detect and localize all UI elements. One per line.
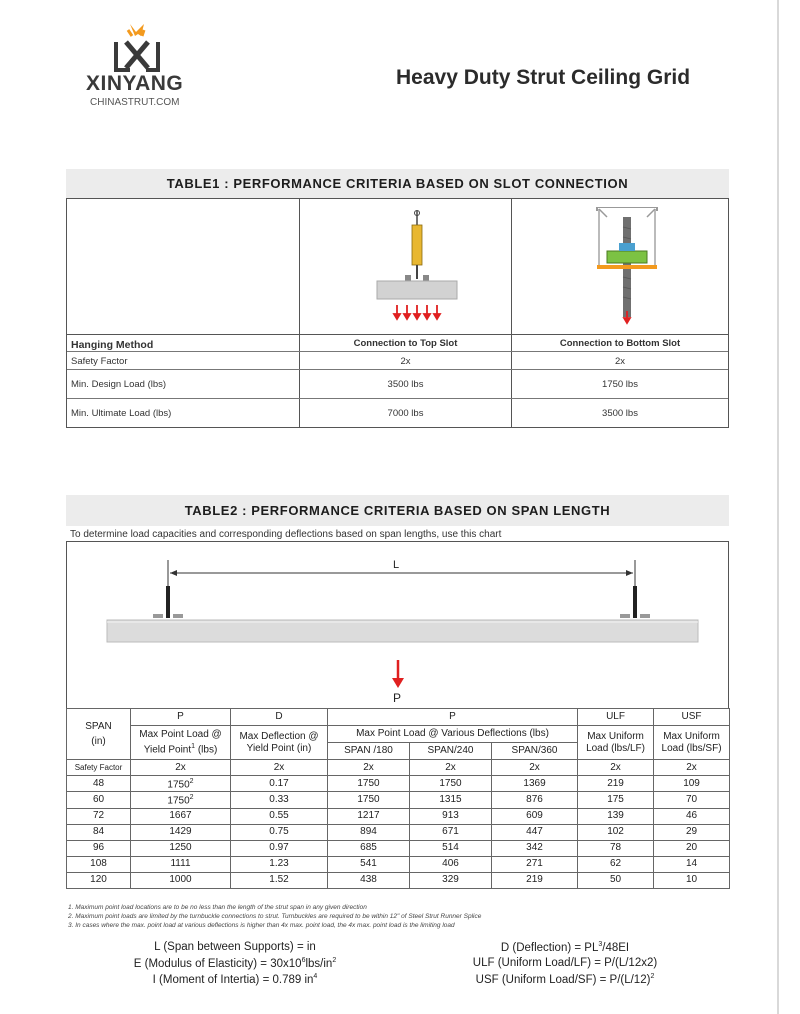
table-cell: 438	[328, 872, 410, 888]
table-cell: 0.97	[231, 840, 328, 856]
table-cell: 2x	[410, 760, 492, 776]
table-cell: 0.55	[231, 808, 328, 824]
table-cell: 342	[492, 840, 578, 856]
row-label: Min. Design Load (lbs)	[71, 379, 167, 390]
formula-inertia: I (Moment of Intertia) = 0.789 $in^4$	[152, 973, 318, 986]
table-cell: 1.52	[231, 872, 328, 888]
table-cell: 1750$^2$	[131, 776, 231, 792]
table-row	[67, 872, 730, 888]
brand-name: XINYANG	[86, 72, 184, 95]
cell-value: 3500 lbs	[387, 379, 424, 390]
table-cell: 685	[328, 840, 410, 856]
table-cell: 2x	[131, 760, 231, 776]
bottom-slot-connection-illustration	[577, 207, 677, 327]
table-cell: 60	[67, 792, 131, 808]
table1	[66, 198, 729, 428]
table-cell: 109	[654, 776, 730, 792]
table-cell: 219	[492, 872, 578, 888]
d-header: D	[231, 709, 328, 726]
safety-factor-label: Safety Factor	[67, 760, 131, 776]
table-cell: 671	[410, 824, 492, 840]
table2-title: TABLE2 : PERFORMANCE CRITERIA BASED ON SPAN LENGTH	[66, 495, 729, 526]
table-cell: 10	[654, 872, 730, 888]
table-cell: 96	[67, 840, 131, 856]
table-cell: 0.75	[231, 824, 328, 840]
table-cell: 1667	[131, 808, 231, 824]
max-deflection-header: Max Deflection @ Yield Point (in)	[231, 726, 328, 760]
table1-rule	[67, 334, 728, 335]
span180-header: SPAN /180	[328, 743, 410, 760]
row-label: Min. Ultimate Load (lbs)	[71, 408, 172, 419]
table-cell: 72	[67, 808, 131, 824]
table-cell: 2x	[328, 760, 410, 776]
table-cell: 78	[578, 840, 654, 856]
formula-modulus: E (Modulus of Elasticity) = $30x10^6lbs/in^2$	[133, 957, 337, 970]
formula-ulf: ULF (Uniform Load/LF) = P/(L/12x2)	[472, 957, 658, 969]
max-uniform-lf-header: Max Uniform Load (lbs/LF)	[578, 726, 654, 760]
table-row	[67, 776, 730, 792]
table-cell: 0.33	[231, 792, 328, 808]
table-cell: 1429	[131, 824, 231, 840]
table1-divider	[511, 199, 512, 427]
table-cell: 1750	[410, 776, 492, 792]
span240-header: SPAN/240	[410, 743, 492, 760]
cell-value: 2x	[614, 356, 626, 367]
table-cell: 29	[654, 824, 730, 840]
point-load-label: P	[393, 691, 402, 705]
table-cell: 219	[578, 776, 654, 792]
formula-usf: USF (Uniform Load/SF) = $P/(L/12)^2$	[475, 973, 655, 986]
table1-rule	[67, 351, 728, 352]
table-row	[67, 840, 730, 856]
table-cell: 0.17	[231, 776, 328, 792]
table-cell: 913	[410, 808, 492, 824]
top-slot-connection-illustration	[367, 207, 467, 327]
table-cell: 406	[410, 856, 492, 872]
table-cell: 2x	[578, 760, 654, 776]
cell-value: 1750 lbs	[602, 379, 638, 390]
footnote: 3. In cases where the max. point load at various deflections is higher than 4x max. point load, the 4x max. point load is the limiting load	[68, 922, 455, 929]
page-edge	[777, 0, 779, 1014]
table-row	[67, 824, 730, 840]
formula-deflection: D (Deflection) = $PL^3/48EI$	[500, 941, 630, 954]
footnote: 2. Maximum point loads are limited by the turnbuckle connections to strut. Turnbuckles are required to be within 12" of Steel Strut Runner Splice	[68, 913, 482, 920]
table-cell: 271	[492, 856, 578, 872]
span-diagram	[66, 541, 729, 709]
table1-rule	[67, 369, 728, 370]
table-cell: 2x	[231, 760, 328, 776]
table-header-row	[67, 709, 730, 726]
table-cell: 1250	[131, 840, 231, 856]
table-cell: 102	[578, 824, 654, 840]
p2-header: P	[328, 709, 578, 726]
table-cell: 120	[67, 872, 131, 888]
cell-value: 3500 lbs	[602, 408, 638, 419]
page-title: Heavy Duty Strut Ceiling Grid	[396, 66, 691, 89]
max-uniform-sf-header: Max Uniform Load (lbs/SF)	[654, 726, 730, 760]
table-header-row	[67, 726, 730, 743]
table-row	[67, 808, 730, 824]
table-cell: 1111	[131, 856, 231, 872]
table-cell: 894	[328, 824, 410, 840]
brand-logo	[86, 22, 206, 112]
hanging-method-label: Hanging Method	[71, 339, 154, 351]
table-cell: 70	[654, 792, 730, 808]
brand-url: CHINASTRUT.COM	[90, 97, 180, 108]
table-cell: 1750$^2$	[131, 792, 231, 808]
various-deflections-header: Max Point Load @ Various Deflections (lbs)	[328, 726, 578, 743]
span-performance-table	[66, 708, 730, 889]
table-cell: 1000	[131, 872, 231, 888]
row-label: Safety Factor	[71, 356, 128, 367]
table-cell: 1.23	[231, 856, 328, 872]
table-cell: 139	[578, 808, 654, 824]
column-bottom-slot: Connection to Bottom Slot	[559, 338, 681, 349]
table1-rule	[67, 398, 728, 399]
table-cell: 14	[654, 856, 730, 872]
safety-factor-row	[67, 760, 730, 776]
table-cell: 2x	[654, 760, 730, 776]
formula-span: L (Span between Supports) = in	[154, 941, 316, 953]
table-cell: 1217	[328, 808, 410, 824]
p-header: P	[131, 709, 231, 726]
table-cell: 48	[67, 776, 131, 792]
footnote: 1. Maximum point load locations are to be no less than the length of the strut span in any given direction	[68, 904, 367, 911]
table-cell: 1315	[410, 792, 492, 808]
table-cell: 514	[410, 840, 492, 856]
table2-intro: To determine load capacities and corresponding deflections based on span lengths, use this chart	[70, 529, 502, 540]
table1-divider	[299, 199, 300, 427]
span-header: SPAN (in)	[67, 709, 131, 760]
table-cell: 84	[67, 824, 131, 840]
table-cell: 1750	[328, 776, 410, 792]
xinyang-logo-icon	[108, 22, 168, 74]
cell-value: 2x	[400, 356, 411, 367]
table-row	[67, 792, 730, 808]
table-cell: 447	[492, 824, 578, 840]
table-cell: 46	[654, 808, 730, 824]
cell-value: 7000 lbs	[387, 408, 424, 419]
table-cell: 2x	[492, 760, 578, 776]
footnotes	[68, 903, 481, 930]
table-cell: 50	[578, 872, 654, 888]
table-cell: 1750	[328, 792, 410, 808]
usf-header: USF	[654, 709, 730, 726]
table-cell: 1369	[492, 776, 578, 792]
table-row	[67, 856, 730, 872]
table1-title: TABLE1 : PERFORMANCE CRITERIA BASED ON SLOT CONNECTION	[66, 169, 729, 198]
span-length-label: L	[393, 559, 400, 571]
table-cell: 876	[492, 792, 578, 808]
table-cell: 62	[578, 856, 654, 872]
table-cell: 609	[492, 808, 578, 824]
table-cell: 329	[410, 872, 492, 888]
table-cell: 175	[578, 792, 654, 808]
table-cell: 541	[328, 856, 410, 872]
span360-header: SPAN/360	[492, 743, 578, 760]
ulf-header: ULF	[578, 709, 654, 726]
table-cell: 108	[67, 856, 131, 872]
max-point-load-header: Max Point Load @ Yield Point$^1$ (lbs)	[131, 726, 231, 760]
table-cell: 20	[654, 840, 730, 856]
column-top-slot: Connection to Top Slot	[353, 338, 458, 349]
